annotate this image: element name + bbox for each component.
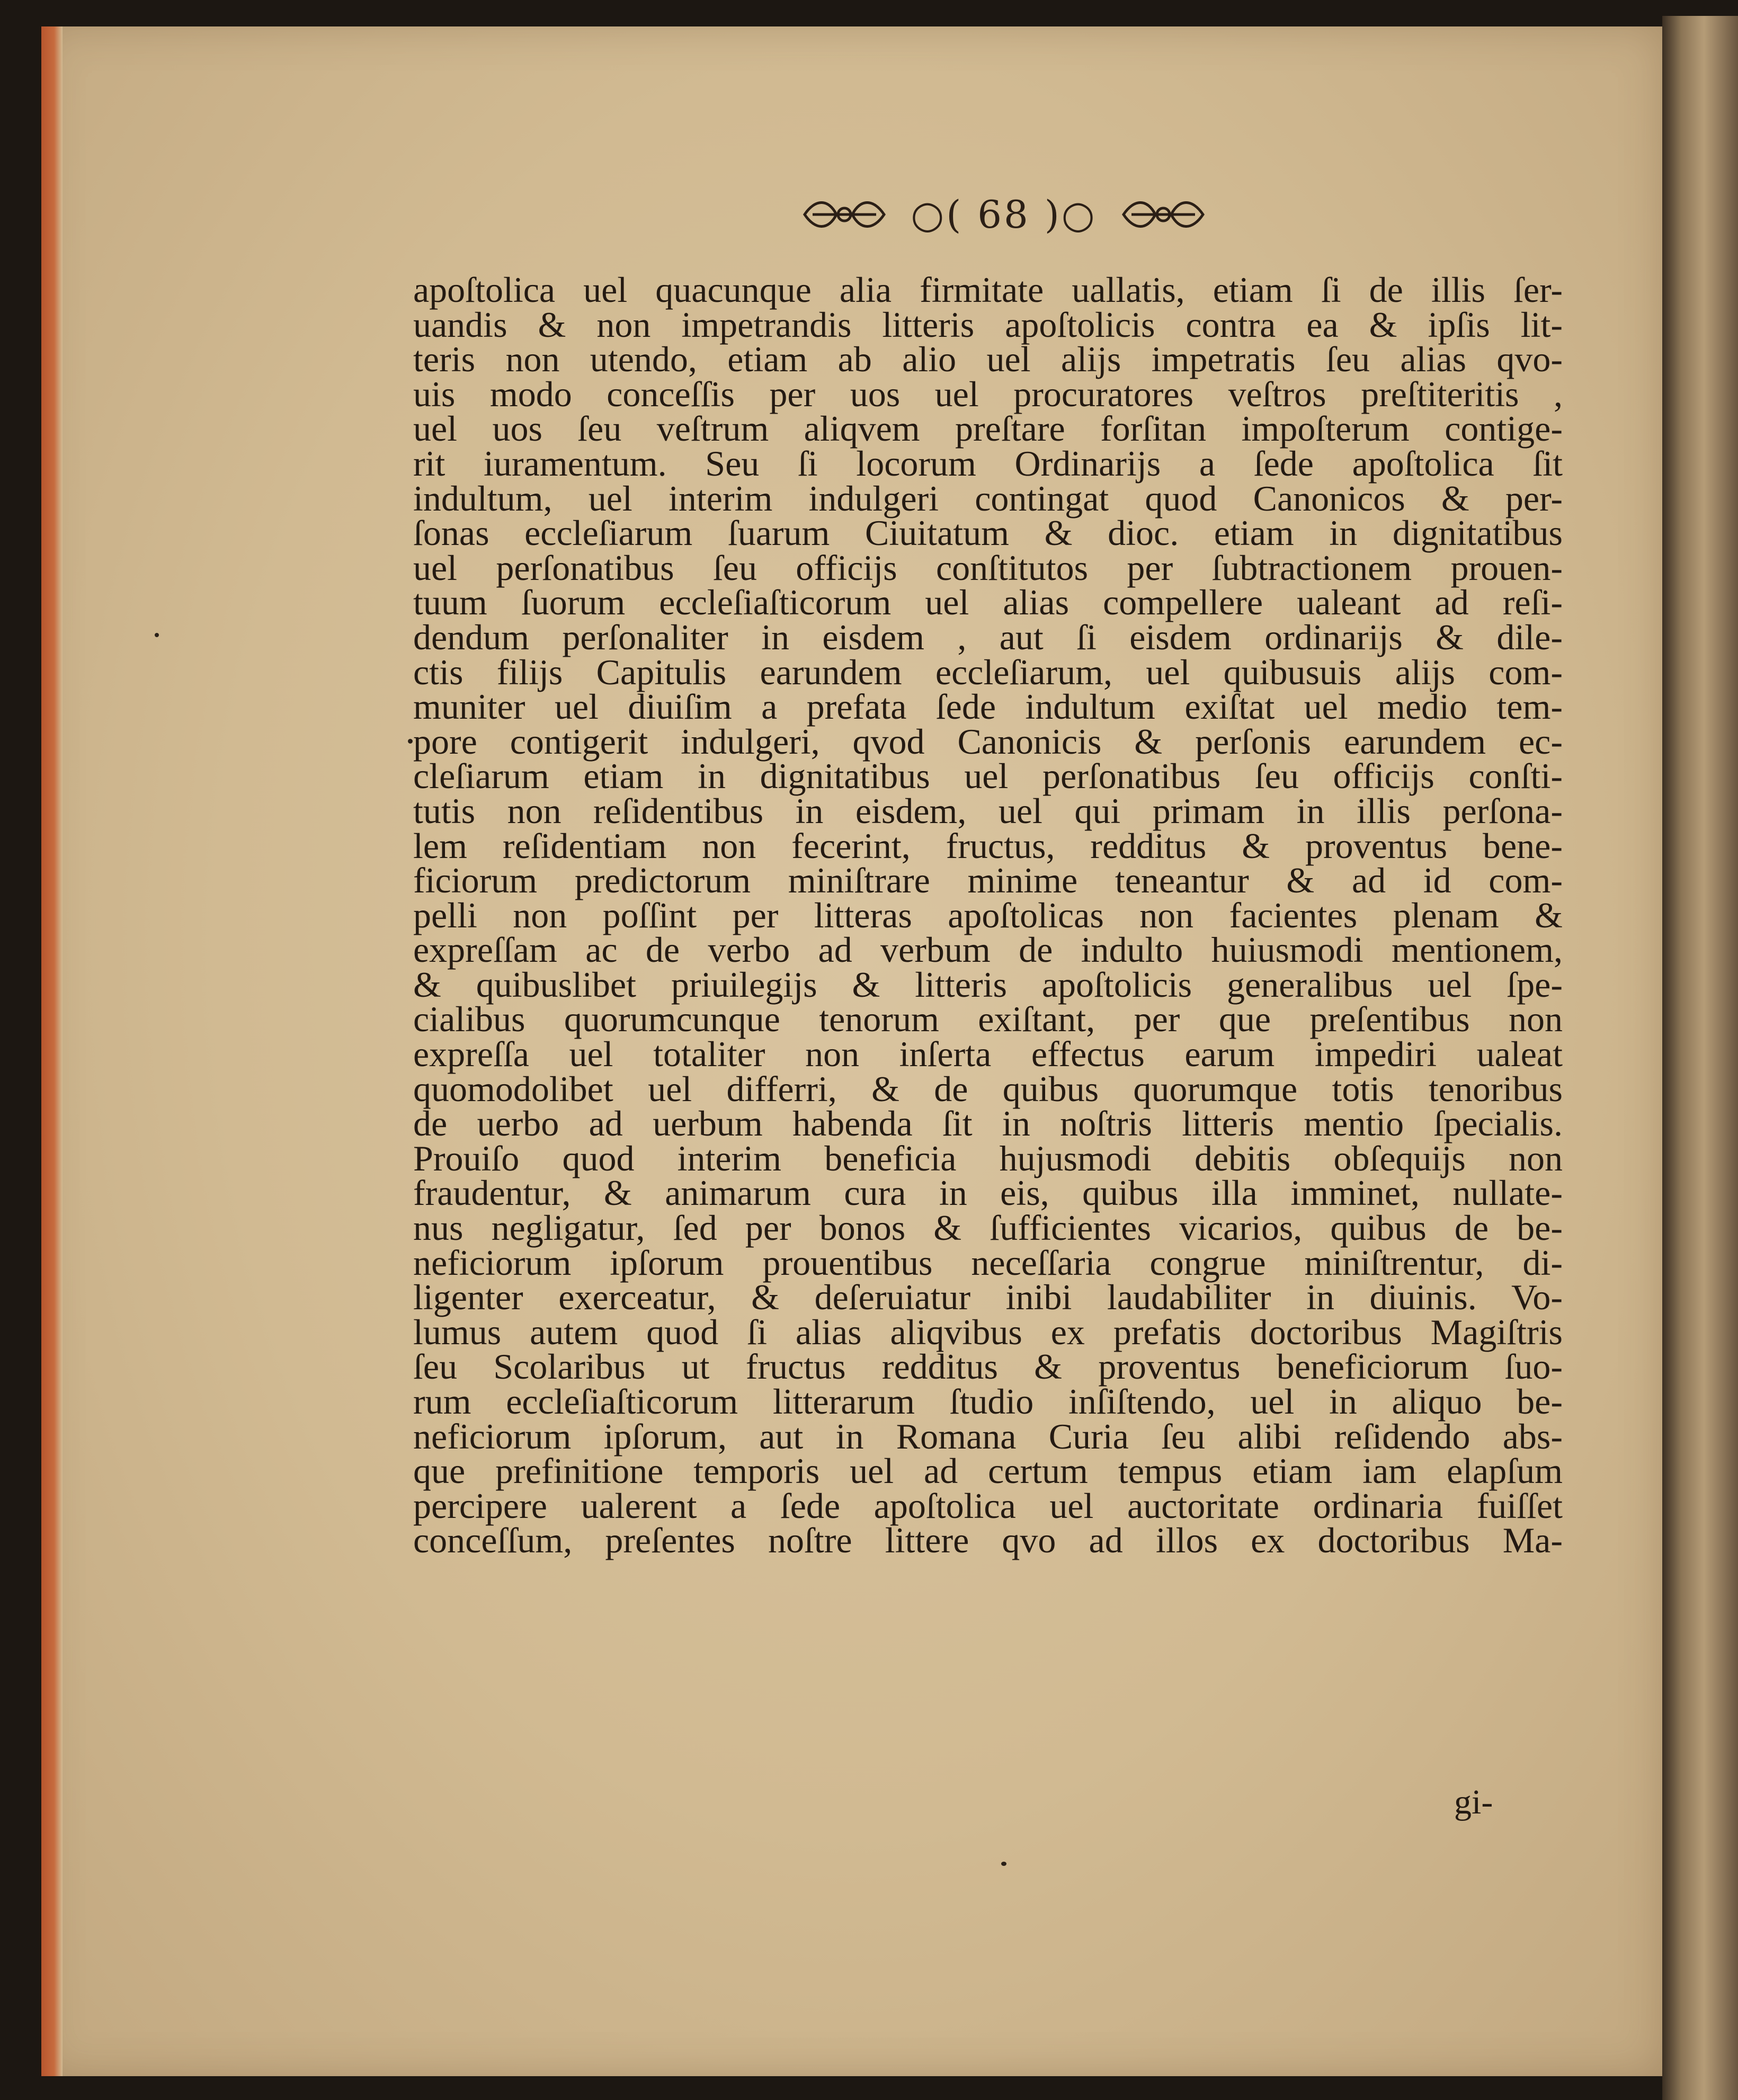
text-line: teris non utendo, etiam ab alio uel alijs impetratis ſeu alias qvo- xyxy=(413,339,1563,380)
text-line: rum eccleſiaſticorum litterarum ſtudio inſiſtendo, uel in aliquo be- xyxy=(413,1381,1563,1422)
paper-speck xyxy=(408,739,413,744)
text-line: expreſſam ac de verbo ad verbum de indulto huiusmodi mentionem, xyxy=(413,930,1563,970)
text-line: lumus autem quod ſi alias aliqvibus ex prefatis doctoribus Magiſtris xyxy=(413,1311,1563,1352)
text-line: uandis & non impetrandis litteris apoſtolicis contra ea & ipſis lit- xyxy=(413,304,1563,345)
paper-speck xyxy=(1001,1862,1006,1866)
text-line: pore contigerit indulgeri, qvod Canonicis & perſonis earundem ec- xyxy=(413,721,1563,762)
text-line: cleſiarum etiam in dignitatibus uel perſonatibus ſeu officijs conſti- xyxy=(413,756,1563,797)
text-line: ligenter exerceatur, & deſeruiatur inibi laudabiliter in diuinis. Vo- xyxy=(413,1277,1563,1318)
catchword: gi- xyxy=(1454,1783,1493,1821)
text-line: dendum perſonaliter in eisdem , aut ſi eisdem ordinarijs & dile- xyxy=(413,616,1563,657)
text-line: fraudentur, & animarum cura in eis, quibus illa imminet, nullate- xyxy=(413,1173,1563,1213)
text-line: Prouiſo quod interim beneficia hujusmodi debitis obſequijs non xyxy=(413,1138,1563,1178)
text-line: lem reſidentiam non fecerint, fructus, redditus & proventus bene- xyxy=(413,825,1563,866)
paper-speck xyxy=(155,633,159,637)
text-line: neficiorum ipſorum, aut in Romana Curia ſeu alibi reſidendo abs- xyxy=(413,1416,1563,1456)
text-line: cialibus quorumcunque tenorum exiſtant, per que preſentibus non xyxy=(413,999,1563,1040)
text-line: uel uos ſeu veſtrum aliqvem preſtare forſitan impoſterum contige- xyxy=(413,408,1563,449)
text-line: ſeu Scolaribus ut fructus redditus & proventus beneficiorum ſuo- xyxy=(413,1346,1563,1387)
text-line: ficiorum predictorum miniſtrare minime teneantur & ad id com- xyxy=(413,860,1563,901)
printer-ornament-icon xyxy=(799,196,889,233)
page-red-edge xyxy=(41,26,63,2076)
text-line: pelli non poſſint per litteras apoſtolicas non facientes plenam & xyxy=(413,895,1563,935)
text-line: quomodolibet uel differri, & de quibus quorumque totis tenoribus xyxy=(413,1068,1563,1109)
text-line: tutis non reſidentibus in eisdem, uel qui primam in illis perſona- xyxy=(413,790,1563,831)
running-header xyxy=(779,188,1229,241)
text-line: ſonas eccleſiarum ſuarum Ciuitatum & dioc. etiam in dignitatibus xyxy=(413,513,1563,553)
page-number: ○( 68 )○ xyxy=(911,192,1097,237)
text-line: de uerbo ad uerbum habenda ſit in noſtris litteris mentio ſpecialis. xyxy=(413,1103,1563,1144)
printer-ornament-icon xyxy=(1118,196,1208,233)
text-line: que prefinitione temporis uel ad certum tempus etiam iam elapſum xyxy=(413,1451,1563,1491)
text-line: indultum, uel interim indulgeri contingat quod Canonicos & per- xyxy=(413,478,1563,519)
text-line: neficiorum ipſorum prouentibus neceſſaria congrue miniſtrentur, di- xyxy=(413,1242,1563,1283)
body-text xyxy=(413,270,1563,1561)
text-line: percipere ualerent a ſede apoſtolica uel auctoritate ordinaria fuiſſet xyxy=(413,1485,1563,1526)
text-line: & quibuslibet priuilegijs & litteris apoſtolicis generalibus uel ſpe- xyxy=(413,964,1563,1005)
text-line: nus negligatur, ſed per bonos & ſufficientes vicarios, quibus de be- xyxy=(413,1208,1563,1248)
text-line: uel perſonatibus ſeu officijs conſtitutos per ſubtractionem prouen- xyxy=(413,547,1563,588)
text-line: tuum ſuorum eccleſiaſticorum uel alias compellere ualeant ad reſi- xyxy=(413,582,1563,623)
text-line: conceſſum, preſentes noſtre littere qvo ad illos ex doctoribus Ma- xyxy=(413,1520,1563,1561)
text-line: rit iuramentum. Seu ſi locorum Ordinarijs a ſede apoſtolica ſit xyxy=(413,443,1563,484)
text-line: muniter uel diuiſim a prefata ſede indultum exiſtat uel medio tem- xyxy=(413,686,1563,727)
text-line: uis modo conceſſis per uos uel procuratores veſtros preſtiteritis , xyxy=(413,373,1563,414)
text-line: apoſtolica uel quacunque alia firmitate uallatis, etiam ſi de illis ſer- xyxy=(413,270,1563,310)
text-line: expreſſa uel totaliter non inſerta effectus earum impediri ualeat xyxy=(413,1034,1563,1075)
text-line: ctis filijs Capitulis earundem eccleſiarum, uel quibusuis alijs com- xyxy=(413,651,1563,692)
book-binding-edge xyxy=(1662,16,1738,2100)
